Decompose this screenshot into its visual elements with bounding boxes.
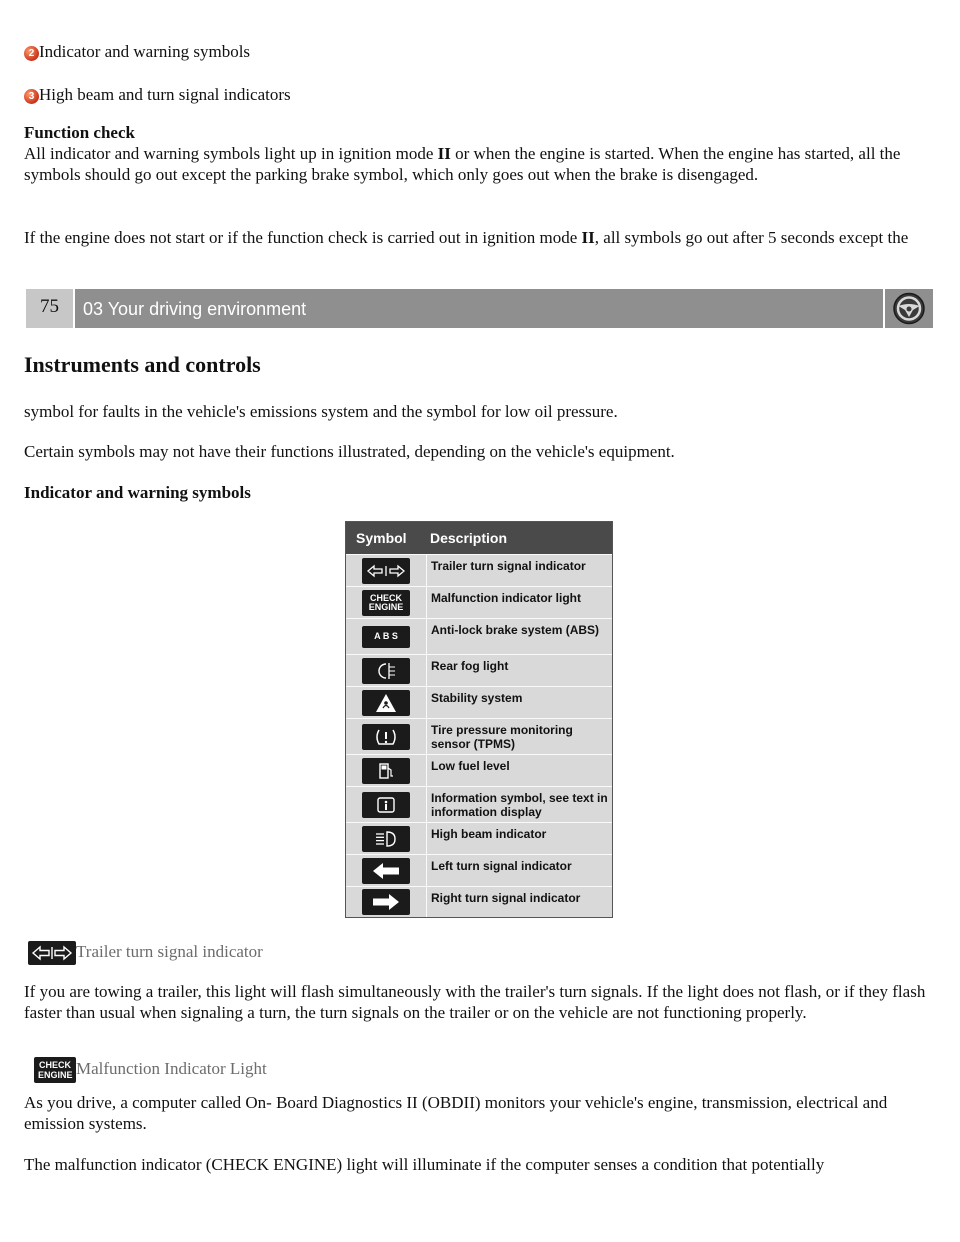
row-description: Trailer turn signal indicator [426, 555, 612, 586]
function-check-heading: Function check [24, 123, 135, 142]
header-symbol: Symbol [356, 530, 407, 546]
header-description: Description [430, 530, 508, 546]
section-title: Instruments and controls [24, 352, 261, 377]
row-description: Right turn signal indicator [426, 887, 612, 917]
table-row [346, 618, 612, 654]
row-description: Malfunction indicator light [426, 587, 612, 618]
table-row [346, 822, 612, 854]
trailer-heading-line [24, 941, 930, 965]
table-row [346, 686, 612, 718]
table-row [346, 718, 612, 754]
list-item [24, 84, 930, 105]
table-row [346, 754, 612, 786]
row-description: High beam indicator [426, 823, 612, 854]
table-row [346, 886, 612, 917]
table-row [346, 786, 612, 822]
equipment-note: Certain symbols may not have their functions illustrated, depending on the vehicle's equipment. [24, 442, 675, 461]
abs-icon: A B S [362, 626, 410, 648]
trailer-turn-signal-icon [362, 558, 410, 584]
list-item-text: Indicator and warning symbols [39, 42, 251, 61]
number-badge: 2 [24, 46, 39, 61]
symbol-table [345, 521, 613, 918]
list-item-text: High beam and turn signal indicators [39, 85, 291, 104]
chapter-header-bar [26, 289, 933, 328]
table-row [346, 654, 612, 686]
chapter-title: 03 Your driving environment [75, 289, 883, 328]
row-description: Tire pressure monitoring sensor (TPMS) [426, 719, 612, 754]
page-number: 75 [26, 289, 73, 328]
list-item [24, 41, 930, 62]
function-check-paragraph [24, 143, 930, 185]
function-check-paragraph-2 [24, 227, 930, 248]
text-run: All indicator and warning symbols light up in ignition mode [24, 144, 438, 163]
mil-heading-line [24, 1057, 930, 1083]
table-row [346, 586, 612, 618]
ignition-mode: II [437, 144, 451, 163]
mil-body-1: As you drive, a computer called On- Board Diagnostics II (OBDII) monitors your vehicle's engine, transmission, electrical and emission systems. [24, 1093, 888, 1133]
table-row [346, 854, 612, 886]
ignition-mode: II [581, 228, 595, 247]
trailer-heading: Trailer turn signal indicator [76, 942, 263, 961]
check-engine-icon: CHECK ENGINE [34, 1057, 76, 1083]
row-description: Low fuel level [426, 755, 612, 786]
row-description: Information symbol, see text in information display [426, 787, 612, 822]
table-row [346, 554, 612, 586]
steering-wheel-icon[interactable] [885, 289, 933, 328]
trailer-body: If you are towing a trailer, this light will flash simultaneously with the trailer's turn signals. If the light does not flash, or if they flash faster than usual when signaling a turn, the turn signals on the trailer or on the vehicle are not functioning properly. [24, 982, 926, 1022]
row-description: Stability system [426, 687, 612, 718]
left-turn-signal-icon [362, 858, 410, 884]
information-icon [362, 792, 410, 818]
check-engine-icon: CHECK ENGINE [362, 590, 410, 616]
row-description: Rear fog light [426, 655, 612, 686]
right-turn-signal-icon [362, 889, 410, 915]
mil-heading: Malfunction Indicator Light [76, 1058, 267, 1078]
rear-fog-light-icon [362, 658, 410, 684]
mil-body-2: The malfunction indicator (CHECK ENGINE) light will illuminate if the computer senses a condition that potentially [24, 1155, 825, 1174]
trailer-turn-signal-icon [28, 941, 76, 965]
text-run: or when the engine is started. When the engine has started, all the symbols should go out except the parking brake symbol, which only goes out when the brake is disengaged. [24, 144, 901, 184]
continuation-text: symbol for faults in the vehicle's emissions system and the symbol for low oil pressure. [24, 402, 618, 421]
tire-pressure-icon [362, 724, 410, 750]
table-heading: Indicator and warning symbols [24, 483, 251, 502]
high-beam-icon [362, 826, 410, 852]
text-run: If the engine does not start or if the function check is carried out in ignition mode [24, 228, 582, 247]
low-fuel-icon [362, 758, 410, 784]
text-run: , all symbols go out after 5 seconds except the [594, 228, 909, 247]
number-badge: 3 [24, 89, 39, 104]
stability-system-icon [362, 690, 410, 716]
symbol-table-header [346, 522, 612, 554]
row-description: Anti-lock brake system (ABS) [426, 619, 612, 654]
row-description: Left turn signal indicator [426, 855, 612, 886]
